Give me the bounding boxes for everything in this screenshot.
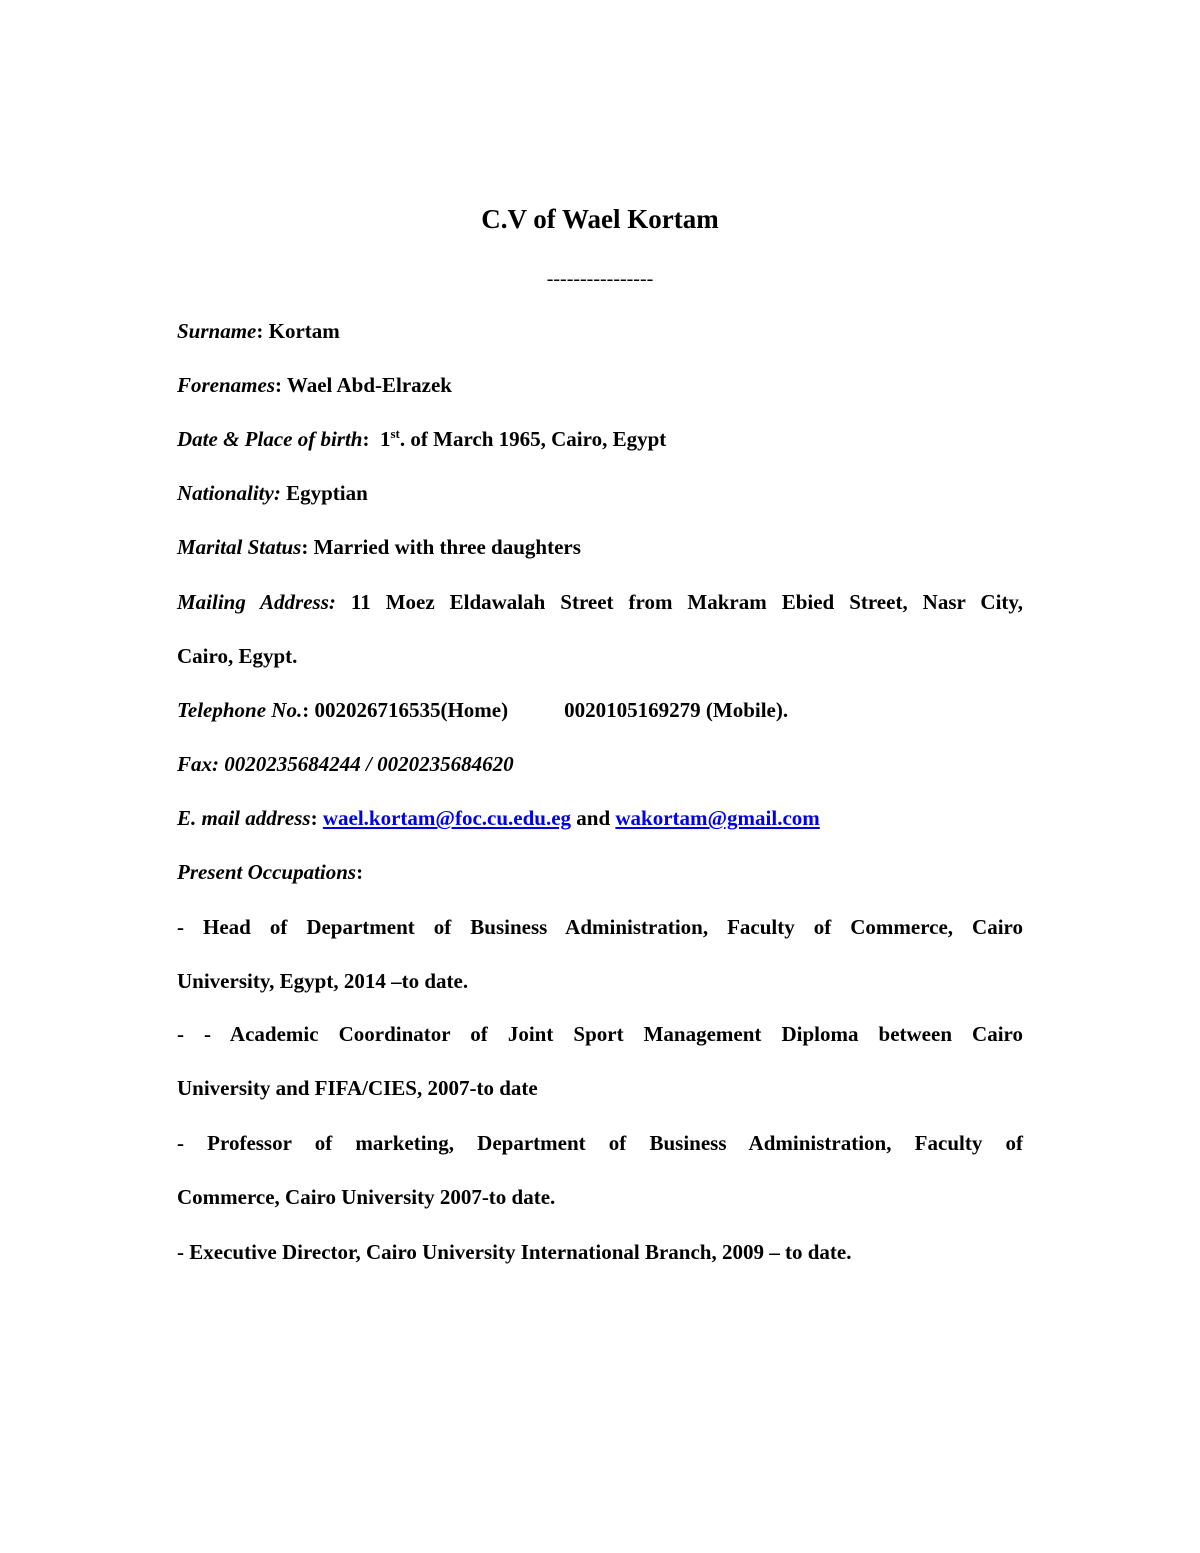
nationality-label: Nationality:: [177, 481, 281, 505]
surname-row: Surname: Kortam: [177, 319, 340, 343]
forenames-row: Forenames: Wael Abd-Elrazek: [177, 373, 452, 397]
telephone-home: 002026716535(Home): [314, 698, 509, 722]
marital-label: Marital Status: [177, 535, 302, 559]
birth-day: 1: [379, 427, 391, 451]
occupation-item-3-line1: - Professor of marketing, Department of Business Administration, Faculty of: [177, 1131, 1023, 1155]
forenames-value: Wael Abd-Elrazek: [286, 373, 452, 397]
email-connector: and: [576, 806, 611, 830]
marital-value: Married with three daughters: [313, 535, 581, 559]
address-line1: 11 Moez Eldawalah Street from Makram Ebied Street, Nasr City,: [350, 590, 1023, 614]
telephone-label: Telephone No.: [177, 698, 303, 722]
nationality-row: [177, 479, 1023, 507]
surname-label: Surname: [177, 319, 257, 343]
fax-row: Fax: 0020235684244 / 0020235684620: [177, 752, 514, 776]
page-title: C.V of Wael Kortam: [481, 204, 719, 234]
title-divider: ----------------: [546, 268, 654, 290]
birth-label: Date & Place of birth: [177, 427, 363, 451]
address-row: [177, 588, 1023, 616]
surname-value: Kortam: [268, 319, 340, 343]
nationality-value: Egyptian: [286, 481, 368, 505]
forenames-label: Forenames: [177, 373, 276, 397]
telephone-row: Telephone No.: 002026716535(Home) 0020105169279 (Mobile).: [177, 698, 789, 722]
occupations-label: Present Occupations: [177, 860, 357, 884]
telephone-mobile: 0020105169279 (Mobile).: [564, 698, 789, 722]
email-link-secondary[interactable]: wakortam@gmail.com: [615, 806, 820, 830]
address-line2: Cairo, Egypt.: [177, 644, 298, 668]
occupation-item-1-line1: - Head of Department of Business Administration, Faculty of Commerce, Cairo: [177, 915, 1023, 939]
birth-row: Date & Place of birth: 1st. of March 1965, Cairo, Egypt: [177, 426, 667, 451]
occupation-item-2-line2: University and FIFA/CIES, 2007-to date: [177, 1076, 538, 1100]
occupation-item-2-line1: - - Academic Coordinator of Joint Sport Management Diploma between Cairo: [177, 1022, 1023, 1046]
email-link-primary[interactable]: wael.kortam@foc.cu.edu.eg: [322, 806, 572, 830]
address-label: Mailing Address:: [177, 590, 336, 614]
occupation-item-1-line2: University, Egypt, 2014 –to date.: [177, 969, 469, 993]
occupation-item-3-line2: Commerce, Cairo University 2007-to date.: [177, 1185, 556, 1209]
marital-row: Marital Status: Married with three daughters: [177, 535, 581, 559]
email-row: E. mail address: wael.kortam@foc.cu.edu.eg and wakortam@gmail.com: [177, 806, 820, 830]
birth-rest: . of March 1965, Cairo, Egypt: [399, 427, 667, 451]
address-line2-row: [177, 642, 1023, 670]
email-label: E. mail address: [177, 806, 311, 830]
occupation-item-4-line1: - Executive Director, Cairo University International Branch, 2009 – to date.: [177, 1240, 852, 1264]
birth-day-suffix: st: [390, 426, 400, 441]
occupations-heading: Present Occupations:: [177, 860, 364, 884]
